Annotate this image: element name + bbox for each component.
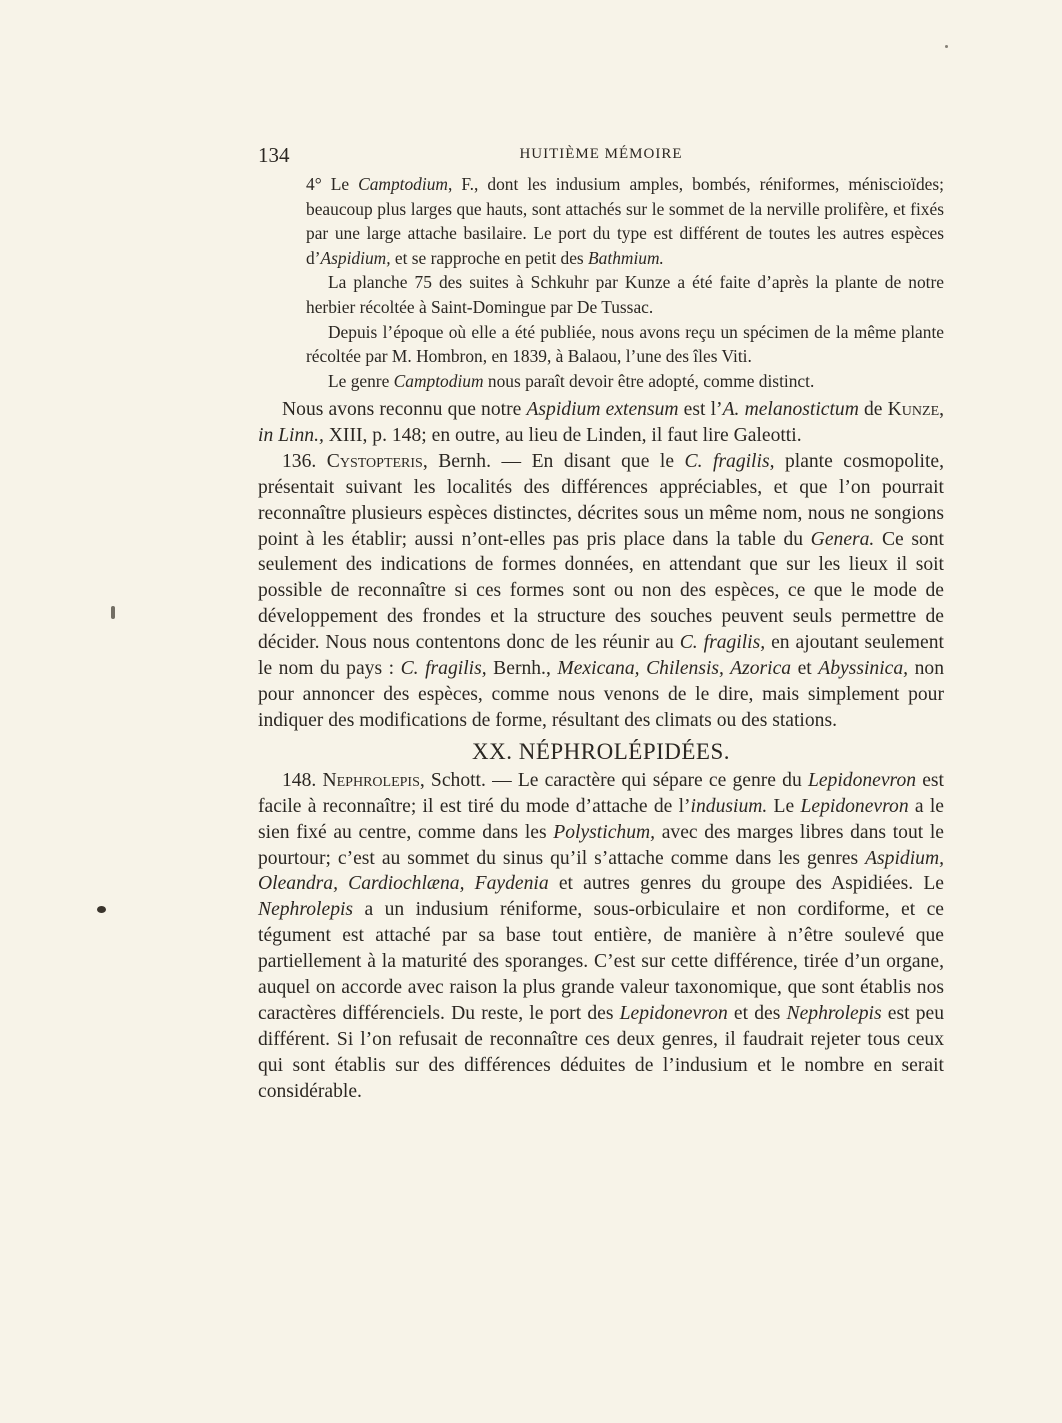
paragraph-aspidium-extensum: Nous avons reconnu que notre Aspidium extensum est l’A. melanostictum de Kunze, in Linn., XIII, p. 148; en outre, au lieu de Linden, il faut lire Galeotti. [258,399,945,446]
ink-spot-left-margin [97,906,106,913]
note-paragraph-genre: Le genre Camptodium nous paraît devoir être adopté, comme distinct. [328,370,815,391]
paragraph-cystopteris: 136. Cystopteris, Bernh. — En disant que le C. fragilis, plante cosmopolite, présentait suivant les localités des différences appréciables, et que l’on pourrait reconnaître plusieurs espèces distinctes, décrites sous un même nom, nous ne songions point à les établir; aussi n’ont-elles pas pris place dans la table du Genera. Ce sont seulement des indications de formes données, en attendant que sur les lieux il soit possible de reconnaître si ces formes sont ou non des espèces, ce que le mode de développement des frondes et la structure des souches peuvent seuls permettre de décider. Nous nous contentons donc de les réunir au C. fragilis, en ajoutant seulement le nom du pays : C. fragilis, Bernh., Mexicana, Chilensis, Azorica et Abyssinica, non pour annoncer des espèces, comme nous venons de le dire, mais simplement pour indiquer des modifications de forme, résultant des climats ou des stations. [258,450,945,731]
paragraph-nephrolepis: 148. Nephrolepis, Schott. — Le caractère qui sépare ce genre du Lepidonevron est facile à reconnaître; il est tiré du mode d’attache de l’indusium. Le Lepidonevron a le sien fixé au centre, comme dans les Polystichum, avec des marges libres dans tout le pourtour; c’est au sommet du sinus qu’il s’attache comme dans les genres Aspidium, Oleandra, Cardiochlæna, Faydenia et autres genres du groupe des Aspidiées. Le Nephrolepis a un indusium réniforme, sous-orbiculaire et non cordiforme, et ce tégument est attaché par sa base tout entière, de manière à n’être soulevé que partiellement à la maturité des sporanges. C’est sur cette différence, tirée d’un organe, auquel on accorde avec raison la plus grande valeur taxonomique, que sont établis nos caractères différenciels. Du reste, le port des Lepidonevron et des Nephrolepis est peu différent. Si l’on refusait de reconnaître ces deux genres, il faudrait rejeter tous ceux qui sont établis sur des différences déduites de l’indusium et le nombre en serait considérable. [258,769,944,1102]
note-block [306,172,944,393]
page-number: 134 [258,143,290,167]
running-title: HUITIÈME MÉMOIRE [519,146,683,162]
note-paragraph-hombron: Depuis l’époque où elle a été publiée, nous avons reçu un spécimen de la même plante récoltée par M. Hombron, en 1839, à Balaou, l’une des îles Viti. [306,321,944,367]
section-heading: XX. NÉPHROLÉPIDÉES. [471,738,731,764]
note-paragraph-planche: La planche 75 des suites à Schkuhr par Kunze a été faite d’après la plante de notre herbier récoltée à Saint-Domingue par De Tussac. [306,272,944,317]
ink-spot-top-right [945,45,948,48]
note-paragraph-camptodium: 4° Le Camptodium, F., dont les indusium amples, bombés, réniformes, méniscioïdes; beaucoup plus larges que hauts, sont attachés sur le sommet de la nerville prolifère, et fixés par une large attache basilaire. Le port du type est différent de toutes les autres espèces d’Aspidium, et se rapproche en petit des Bathmium. [306,174,944,268]
ink-spot-margin-mark [111,606,115,619]
page-header [258,143,944,167]
main-text [258,397,944,1105]
